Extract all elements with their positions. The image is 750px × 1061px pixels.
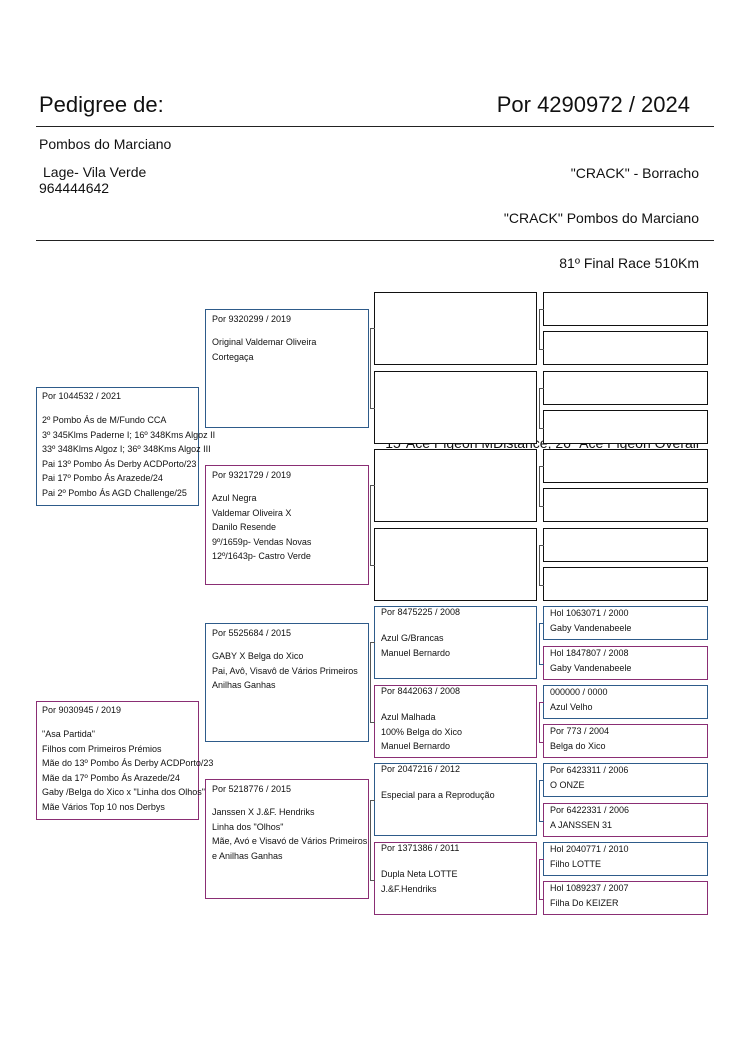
pedigree-connector [539,859,544,900]
empty-pedigree-card [543,292,708,326]
card-line: Azul G/Brancas [381,633,444,643]
ring-number: Por 6422331 / 2006 [550,805,630,815]
ring-number: Hol 1063071 / 2000 [550,608,629,618]
card-line: Filhos com Primeiros Prémios [42,743,162,754]
card-line: 2º Pombo Ás de M/Fundo CCA [42,415,167,425]
ring-number: Por 5218776 / 2015 [212,784,292,794]
pigeon-ring-number: Por 4290972 / 2024 [496,92,690,117]
pedigree-connector [370,485,375,566]
card-line: O ONZE [550,780,585,790]
card-line: Valdemar Oliveira X [212,507,292,518]
sire-dam-card [205,465,369,585]
gen4-card [543,606,708,640]
gen4-card [543,881,708,915]
gen4-card [543,842,708,876]
card-line: Filho LOTTE [550,859,602,869]
ring-number: Por 9321729 / 2019 [212,470,292,480]
card-line: Especial para a Reprodução [381,790,495,800]
ring-number: Por 9320299 / 2019 [212,314,292,324]
ring-number: Por 8475225 / 2008 [381,607,461,617]
empty-pedigree-card [374,371,537,444]
card-line: Gaby /Belga do Xico x "Linha dos Olhos" [42,787,205,797]
card-line: Belga do Xico [550,741,606,751]
card-line: Mãe Vários Top 10 nos Derbys [42,801,165,812]
card-line: Gaby Vandenabeele [550,623,632,633]
card-line: 33º 348Klms Algoz I; 36º 348Kms Algoz III [42,444,211,454]
gen4-card [543,724,708,758]
card-line: Anilhas Ganhas [212,680,276,690]
gen4-card [543,646,708,680]
sire-card [36,387,216,506]
ring-number: Por 9030945 / 2019 [42,705,122,715]
card-line: Mãe da 17º Pombo Ás Arazede/24 [42,772,180,783]
ring-number: Por 2047216 / 2012 [381,764,461,774]
ring-number: Hol 1089237 / 2007 [550,883,629,893]
dam-sire-card [205,623,369,742]
pedigree-connector [539,702,544,743]
card-line: Danilo Resende [212,522,277,532]
empty-pedigree-card [543,528,708,562]
card-line: 9º/1659p- Vendas Novas [212,536,312,547]
card-line: Dupla Neta LOTTE [381,869,458,879]
pedigree-connector [539,388,544,429]
card-line: Filha Do KEIZER [550,898,619,908]
info-divider [36,240,714,241]
card-line: Manuel Bernardo [381,741,451,751]
empty-pedigree-card [374,528,537,601]
card-line: Pai 2º Pombo Ás AGD Challenge/25 [42,487,187,498]
header-divider [36,126,714,127]
pedigree-connector [539,466,544,507]
pedigree-connector [539,309,544,350]
page-title: Pedigree de: [39,92,164,117]
sire-sire-card [205,309,369,428]
ring-number: Hol 2040771 / 2010 [550,844,629,854]
pedigree-connector [539,545,544,586]
dam-sire-sire-card [374,606,537,679]
empty-pedigree-card [374,292,537,365]
ring-number: Por 1044532 / 2021 [42,391,122,401]
empty-pedigree-card [543,567,708,601]
owner-location: Lage- Vila Verde [43,164,147,180]
card-line: Azul Negra [212,493,257,503]
empty-pedigree-card [543,331,708,365]
card-line: Pai, Avô, Visavô de Vários Primeiros [212,665,358,676]
card-line: 12º/1643p- Castro Verde [212,551,311,561]
pigeon-info-line: "CRACK" - Borracho [570,165,699,181]
dam-dam-dam-card [374,842,537,915]
card-line: J.&F.Hendriks [381,883,437,894]
pedigree-connector [370,328,375,409]
card-line: Mãe, Avó e Visavó de Vários Primeiros [212,836,368,846]
card-line: Pai 13º Pombo Ás Derby ACDPorto/23 [42,458,197,469]
ring-number: Por 8442063 / 2008 [381,686,461,696]
gen4-card [543,803,708,837]
gen4-card [543,685,708,719]
dam-card [36,701,214,820]
ring-number: Por 1371386 / 2011 [381,843,460,853]
ring-number: Hol 1847807 / 2008 [550,648,629,658]
owner-name: Pombos do Marciano [39,136,172,152]
card-line: Mãe do 13º Pombo Ás Derby ACDPorto/23 [42,758,214,768]
empty-pedigree-card [543,371,708,405]
empty-pedigree-card [543,449,708,483]
card-line: Cortegaça [212,351,254,362]
dam-dam-card [205,779,369,899]
card-line: Azul Velho [550,702,593,712]
pedigree-connector [370,800,375,881]
ring-number: 000000 / 0000 [550,687,608,697]
card-line: e Anilhas Ganhas [212,850,283,861]
gen4-card [543,763,708,797]
owner-phone: 964444642 [39,180,110,196]
pedigree-connector [539,623,544,665]
card-line: GABY X Belga do Xico [212,651,304,661]
dam-dam-sire-card [374,763,537,836]
card-line: Manuel Bernardo [381,647,451,658]
pigeon-info-line: 81º Final Race 510Km [559,255,699,271]
pigeon-info-line: "CRACK" Pombos do Marciano [503,210,699,226]
card-line: Pai 17º Pombo Ás Arazede/24 [42,473,163,483]
empty-pedigree-card [543,410,708,444]
ring-number: Por 5525684 / 2015 [212,628,292,638]
ring-number: Por 773 / 2004 [550,726,610,736]
card-line: "Asa Partida" [42,729,95,739]
card-line: A JANSSEN 31 [550,820,613,830]
card-line: Original Valdemar Oliveira [212,337,317,347]
empty-pedigree-card [374,449,537,522]
card-line: Azul Malhada [381,712,436,722]
owner-info [39,136,171,196]
pedigree-connector [539,780,544,822]
card-line: Gaby Vandenabeele [550,663,632,673]
card-line: Janssen X J.&F. Hendriks [212,807,315,817]
card-line: 100% Belga do Xico [381,726,463,737]
pedigree-connector [370,642,375,723]
ring-number: Por 6423311 / 2006 [550,765,629,775]
card-line: Linha dos "Olhos" [212,821,284,832]
empty-pedigree-card [543,488,708,522]
card-line: 3º 345Klms Paderne I; 16º 348Kms Algoz II [42,429,216,440]
dam-sire-dam-card [374,685,537,758]
